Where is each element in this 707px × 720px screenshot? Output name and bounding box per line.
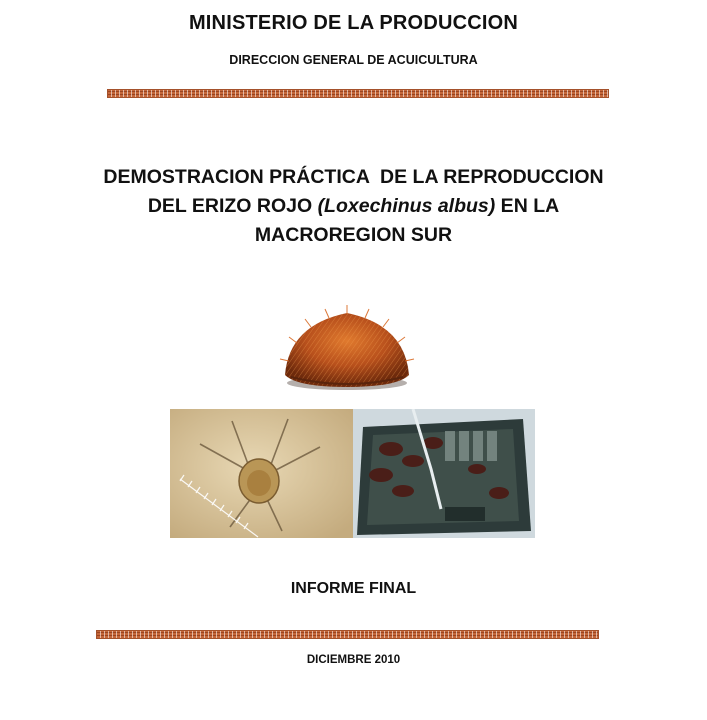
species-name: (Loxechinus albus) — [317, 195, 496, 217]
document-title — [0, 163, 707, 250]
title-line-2-suffix: EN LA — [495, 195, 560, 217]
larva-microscope-photo — [170, 409, 353, 538]
title-line-2-prefix: DEL ERIZO ROJO — [147, 195, 318, 217]
ministry-title: MINISTERIO DE LA PRODUCCION — [188, 12, 519, 34]
title-line-3: MACROREGION SUR — [254, 224, 453, 246]
sea-urchin-photo — [277, 303, 417, 391]
report-label: INFORME FINAL — [290, 580, 417, 597]
decorative-band-bottom — [96, 630, 599, 639]
document-date: DICIEMBRE 2010 — [306, 654, 401, 666]
decorative-band-top — [107, 89, 609, 98]
culture-tank-photo — [353, 409, 535, 538]
title-line-2 — [0, 192, 707, 221]
title-line-1: DEMOSTRACION PRÁCTICA DE LA REPRODUCCION — [103, 166, 604, 188]
direction-subtitle: DIRECCION GENERAL DE ACUICULTURA — [229, 53, 478, 67]
